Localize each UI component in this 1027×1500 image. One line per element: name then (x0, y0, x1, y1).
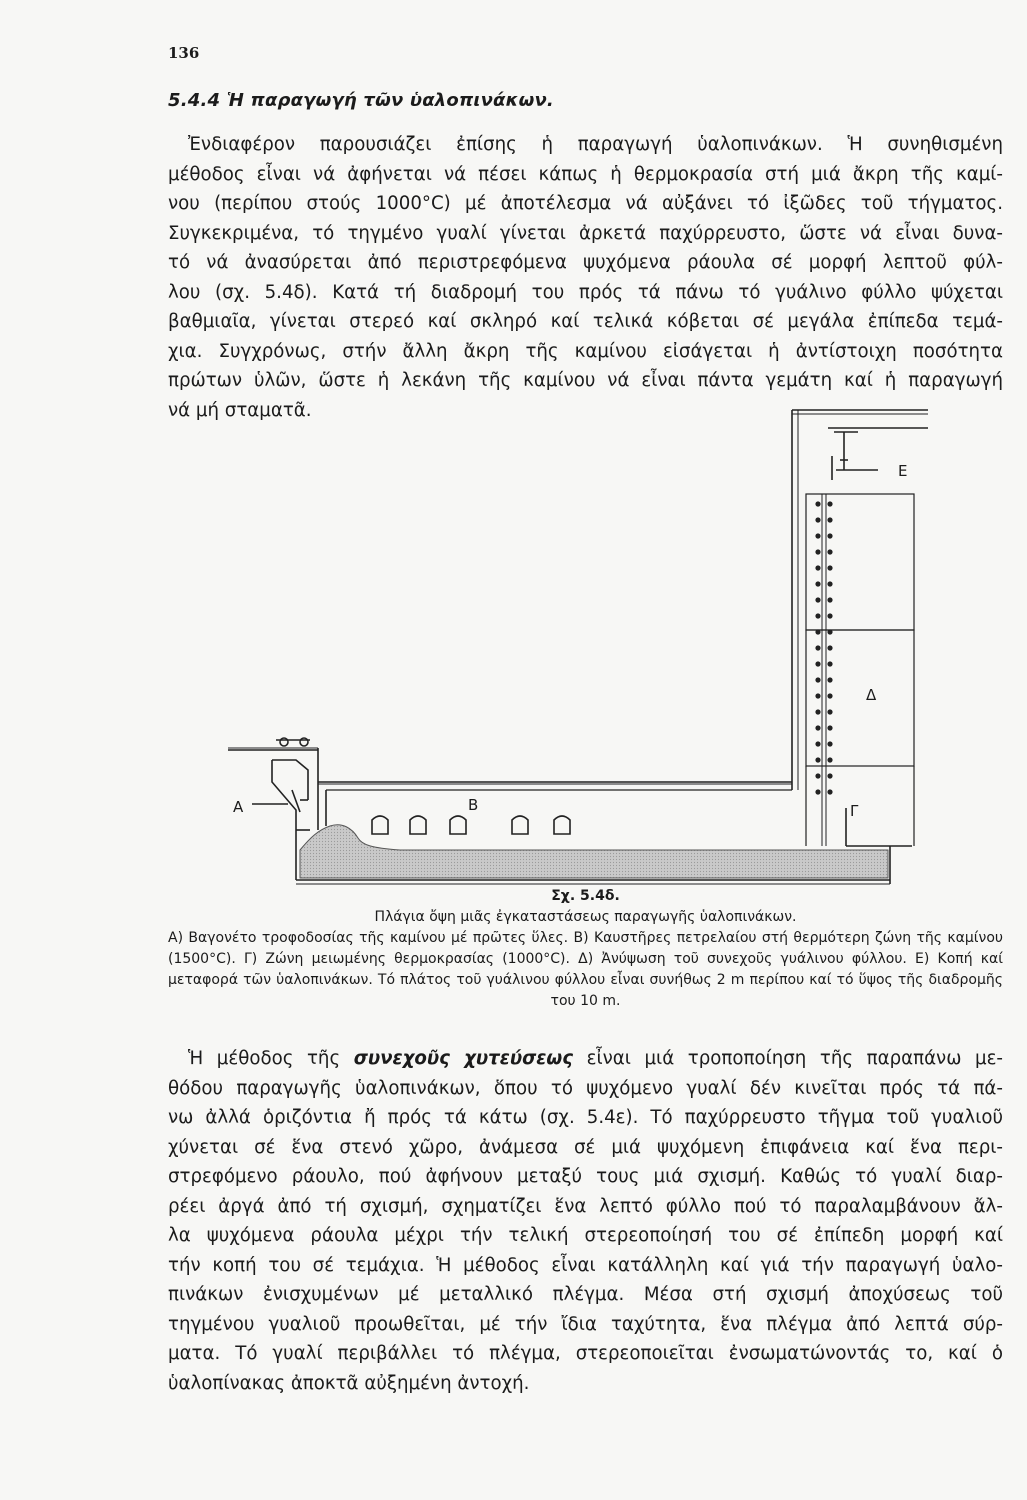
text-line: Ἐνδιαφέρον παρουσιάζει ἐπίσης ἡ παραγωγή ὑαλοπινάκων. Ἡ συνηθισμένη (188, 134, 1003, 155)
text-line: χύνεται σέ ἕνα στενό χῶρο, ἀνάμεσα σέ μιά ψυχόμενη ἐπιφάνεια καί ἕνα περι- (168, 1136, 1003, 1158)
figure-title: Πλάγια ὄψη μιᾶς ἐγκαταστάσεως παραγωγῆς ὑαλοπινάκων. (374, 909, 797, 925)
label-e: Ε (898, 462, 908, 480)
text-run: εἶναι μιά τροποποίηση τῆς παραπάνω με- (573, 1048, 1003, 1069)
label-d: Δ (866, 686, 877, 704)
page-number: 136 (168, 44, 200, 62)
text-line: μέθοδος εἶναι νά ἀφήνεται νά πέσει κάπως ἡ θερμοκρασία στή μιά ἄκρη τῆς καμί- (168, 163, 1003, 185)
text-line: Συγκεκριμένα, τό τηγμένο γυαλί γίνεται ἀρκετά παχύρρευστο, ὥστε νά εἶναι δυνα- (168, 222, 1003, 244)
emphasis-term: συνεχοῦς χυτεύσεως (353, 1048, 574, 1069)
text-line: θόδου παραγωγῆς ὑαλοπινάκων, ὅπου τό ψυχόμενο γυαλί δέν κινεῖται πρός τά πά- (168, 1077, 1003, 1099)
figure-number: Σχ. 5.4δ. (551, 888, 620, 904)
text-line: νω ἀλλά ὁριζόντια ἤ πρός τά κάτω (σχ. 5.4ε). Τό παχύρρευστο τῆγμα τοῦ γυαλιοῦ (168, 1107, 1003, 1128)
text-line: χια. Συγχρόνως, στήν ἄλλη ἄκρη τῆς καμίνου εἰσάγεται ἡ ἀντίστοιχη ποσότητα (168, 340, 1003, 362)
text-line: ὑαλοπίνακας ἀποκτᾶ αὐξημένη ἀντοχή. (168, 1372, 530, 1394)
text-line: νά μή σταματᾶ. (168, 399, 312, 421)
label-a: Α (233, 798, 244, 816)
paragraph-1 (168, 130, 1003, 425)
text-line: ρέει ἀργά ἀπό τή σχισμή, σχηματίζει ἕνα λεπτό φύλλο πού τό παραλαμβάνουν ἄλ- (168, 1195, 1003, 1217)
text-line (168, 1044, 1003, 1074)
text-line: λα ψυχόμενα ράουλα μέχρι τήν τελική στερεοποίησή του σέ ἐπίπεδη μορφή καί (168, 1225, 1003, 1246)
text-line: πρώτων ὑλῶν, ὥστε ἡ λεκάνη τῆς καμίνου νά εἶναι πάντα γεμάτη καί ἡ παραγωγή (168, 370, 1003, 391)
text-line: λου (σχ. 5.4δ). Κατά τή διαδρομή του πρός τά πάνω τό γυάλινο φύλλο ψύχεται (168, 281, 1003, 303)
text-run: Ἡ μέθοδος τῆς (188, 1048, 354, 1069)
label-g: Γ (850, 802, 859, 820)
paragraph-2 (168, 1044, 1003, 1398)
text-line: τήν κοπή του σέ τεμάχια. Ἡ μέθοδος εἶναι κατάλληλη καί γιά τήν παραγωγή ὑαλο- (168, 1254, 1003, 1276)
figure-legend: Α) Βαγονέτο τροφοδοσίας τῆς καμίνου μέ πρῶτες ὕλες. Β) Καυστῆρες πετρελαίου στή θερμότερη ζώνη τῆς καμίνου (1500°C). Γ) Ζώνη μειωμένης θερμοκρασίας (1000°C). Δ) Ἀνύψωση τοῦ συνεχοῦς γυάλινου φύλλου. Ε) Κοπή καί μεταφορά τῶν ὑαλοπινάκων. Τό πλάτος τοῦ γυάλινου φύλλου εἶναι συνήθως 2 m περίπου καί τό ὕψος τῆς διαδρομῆς του 10 m. (168, 930, 1003, 1009)
text-line: τηγμένου γυαλιοῦ προωθεῖται, μέ τήν ἴδια ταχύτητα, ἕνα πλέγμα ἀπό λεπτά σύρ- (168, 1313, 1003, 1335)
text-line: ματα. Τό γυαλί περιβάλλει τό πλέγμα, στερεοποιεῖται ἐνσωματώνοντάς το, καί ὁ (168, 1343, 1003, 1364)
section-heading: 5.4.4 Ἡ παραγωγή τῶν ὑαλοπινάκων. (168, 90, 554, 111)
text-line: πινάκων ἐνισχυμένων μέ μεταλλικό πλέγμα. Μέσα στή σχισμή ἀποχύσεως τοῦ (168, 1284, 1003, 1305)
figure-caption (168, 886, 1003, 1012)
text-line: νου (περίπου στούς 1000°C) μέ ἀποτέλεσμα νά αὐξάνει τό ἰξῶδες τοῦ τήγματος. (168, 193, 1003, 214)
text-line: τό νά ἀνασύρεται ἀπό περιστρεφόμενα ψυχόμενα ράουλα σέ μορφή λεπτοῦ φύλ- (168, 252, 1003, 273)
text-line: βαθμιαῖα, γίνεται στερεό καί σκληρό καί τελικά κόβεται σέ μεγάλα ἐπίπεδα τεμά- (168, 311, 1003, 332)
label-b: Β (468, 796, 479, 814)
text-line: στρεφόμενο ράουλο, πού ἀφήνουν μεταξύ τους μιά σχισμή. Καθώς τό γυαλί διαρ- (168, 1166, 1003, 1187)
